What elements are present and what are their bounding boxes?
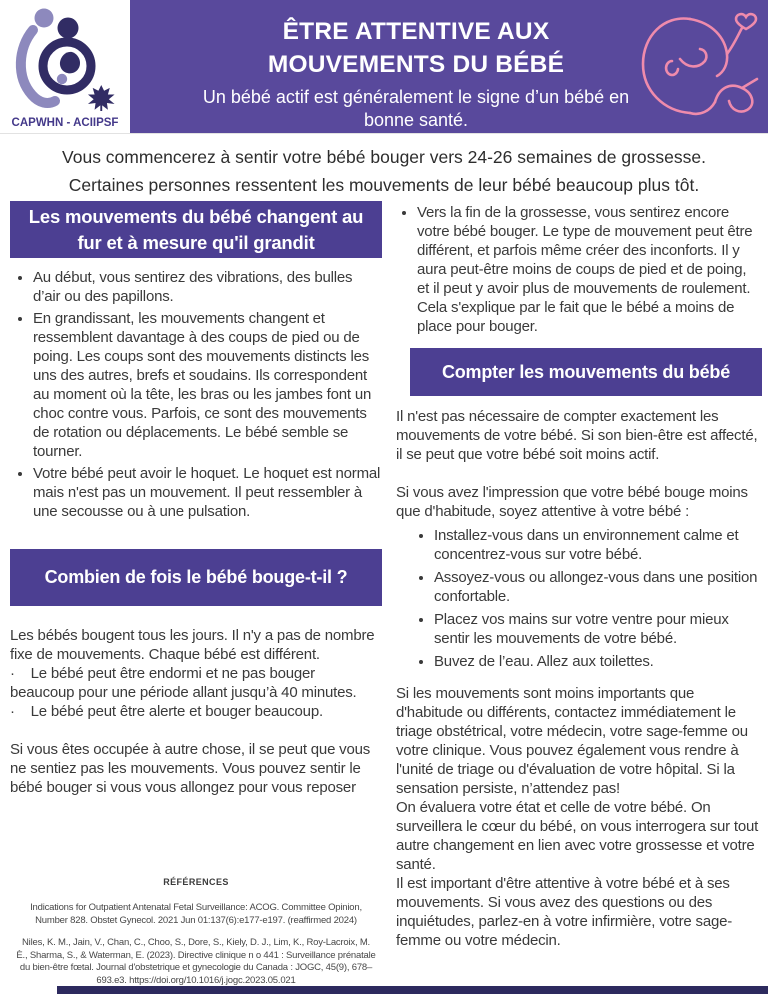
- counting-paragraph: Il est important d'être attentive à votre bébé et à ses mouvements. Si vous avez des questions ou des inquiétudes, parlez-en à votre infirmière, votre sage-femme ou votre médecin.: [396, 875, 733, 949]
- maple-leaf-icon: [88, 85, 115, 111]
- left-column: [10, 201, 382, 991]
- bullet-item: • Vers la fin de la grossesse, vous sentirez encore votre bébé bouger. Le type de mouvement peut être différent, et parfois même créer des inconforts. Il y aura peut-être moins de coups de pied et de poing, et il peut y avoir plus de mouvements de roulement. Cela s'explique par le fait que le bébé a moins de place pour bouger.: [417, 203, 762, 336]
- end-of-pregnancy-bullet-list: [396, 203, 762, 336]
- references-section: [10, 873, 382, 987]
- counting-paragraph: Il n'est pas nécessaire de compter exactement les mouvements de votre bébé. Si son bien-être est affecté, il se peut que votre bébé soit moins actif.: [396, 408, 758, 463]
- reference-item: Indications for Outpatient Antenatal Fetal Surveillance: ACOG. Committee Opinion, Number 828. Obstet Gynecol. 2021 Jun 01:137(6):e177-e197. (reaffirmed 2024): [30, 902, 362, 926]
- how-often-dot-item: · Le bébé peut être alerte et bouger beaucoup.: [10, 703, 323, 720]
- bullet-item: • Buvez de l’eau. Allez aux toilettes.: [434, 652, 762, 671]
- bullet-item: • Votre bébé peut avoir le hoquet. Le hoquet est normal mais n'est pas un mouvement. Il peut ressembler à une secousse ou à une pulsation.: [33, 464, 382, 521]
- intro-paragraph: Vous commencerez à sentir votre bébé bouger vers 24-26 semaines de grossesse. Certaines personnes ressentent les mouvements de leur bébé beaucoup plus tôt.: [62, 147, 706, 195]
- fetus-illustration-icon: [628, 3, 766, 136]
- counting-tips-list: [396, 526, 762, 671]
- bullet-item: • Installez-vous dans un environnement calme et concentrez-vous sur votre bébé.: [434, 526, 762, 564]
- right-column: [396, 201, 762, 950]
- capwhn-logo: [0, 0, 130, 133]
- reference-item: Niles, K. M., Jain, V., Chan, C., Choo, S., Dore, S., Kiely, D. J., Lim, K., Roy-Lacroix, M. È., Sharma, S., & Waterman, E. (2023). Directive clinique n o 441 : Surveillance prénatale du bien-être fœtal. Journal d'obstetrique et gynecologie du Canada : JOGC, 45(9), 678–693.e3. https://doi.org/10.1016/j.jogc.2023.05.021: [16, 937, 376, 986]
- page-title-line1: ÊTRE ATTENTIVE AUX: [282, 18, 550, 45]
- page-title-line2: MOUVEMENTS DU BÉBÉ: [267, 51, 565, 78]
- capwhn-logo-icon: [13, 5, 117, 116]
- bullet-item: • Au début, vous sentirez des vibrations, des bulles d’air ou des papillons.: [33, 268, 382, 306]
- section-heading-movements-change: Les mouvements du bébé changent au fur et à mesure qu'il grandit: [10, 201, 382, 258]
- how-often-paragraph: Les bébés bougent tous les jours. Il n'y a pas de nombre fixe de mouvements. Chaque bébé est différent.: [10, 627, 375, 663]
- counting-paragraph: Si les mouvements sont moins importants que d'habitude ou différents, contactez immédiatement le triage obstétrical, votre médecin, votre sage-femme ou votre clinique. Vous pouvez également vous rendre à l'unité de triage ou d'évaluation de votre hôpital. Si la sensation persiste, n’attendez pas!: [396, 685, 748, 797]
- bullet-item: • Assoyez-vous ou allongez-vous dans une position confortable.: [434, 568, 762, 606]
- logo-caption: CAPWHN - ACIIPSF: [11, 117, 119, 129]
- references-heading: RÉFÉRENCES: [163, 877, 229, 887]
- counting-paragraph: Si vous avez l'impression que votre bébé bouge moins que d'habitude, soyez attentive à votre bébé :: [396, 484, 748, 520]
- header-text: [130, 15, 702, 132]
- how-often-dot-item: · Le bébé peut être endormi et ne pas bouger beaucoup pour une période allant jusqu’à 40 minutes.: [10, 665, 357, 701]
- counting-paragraph: On évaluera votre état et celle de votre bébé. On surveillera le cœur du bébé, on vous interrogera sur tout autre changement en lien avec votre grossesse et votre santé.: [396, 799, 759, 873]
- how-often-paragraph: Si vous êtes occupée à autre chose, il se peut que vous ne sentiez pas les mouvements. Vous pouvez sentir le bébé bouger si vous vous allongez pour vous reposer: [10, 741, 371, 796]
- page-subtitle: Un bébé actif est généralement le signe d’un bébé en bonne santé.: [202, 87, 630, 130]
- growth-bullet-list: [10, 268, 382, 521]
- section-heading-how-often: Combien de fois le bébé bouge-t-il ?: [10, 549, 382, 606]
- section-heading-counting: Compter les mouvements du bébé: [410, 348, 762, 396]
- footer-bar: [57, 986, 768, 994]
- bullet-item: • Placez vos mains sur votre ventre pour mieux sentir les mouvements de votre bébé.: [434, 610, 762, 648]
- header-band: [0, 0, 768, 134]
- bullet-item: • En grandissant, les mouvements changent et ressemblent davantage à des coups de pied ou de poing. Les coups sont des mouvements distincts les uns des autres, brefs et soudains. Ils correspondent au moment où la tête, les bras ou les jambes font un choc contre vous. Parfois, ce sont des mouvements de rotation ou déplacements. Le bébé semble se tourner.: [33, 309, 382, 461]
